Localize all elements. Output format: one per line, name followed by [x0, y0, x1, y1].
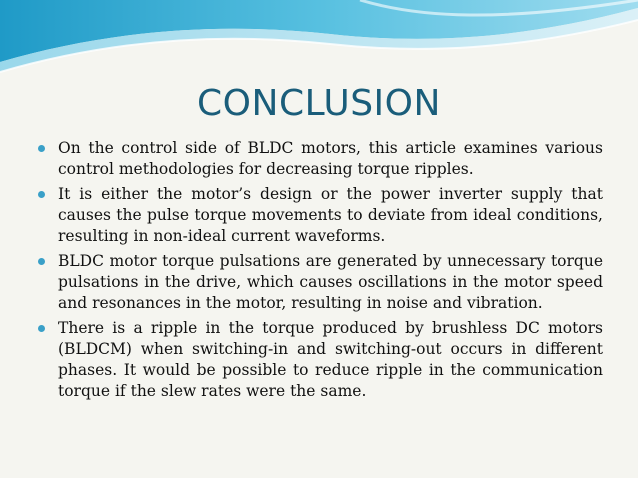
bullet-text: BLDC motor torque pulsations are generated by unnecessary torque pulsations in the drive, which causes oscillations in the motor speed and resonances in the motor, resulting in noise and vibration.	[58, 252, 603, 312]
slide-title: CONCLUSION	[197, 83, 441, 124]
bullet-text: On the control side of BLDC motors, this article examines various control methodologies for decreasing torque ripples.	[58, 139, 603, 178]
header-wave-decoration	[0, 0, 638, 80]
bullet-dot-icon	[38, 325, 45, 332]
bullet-text: There is a ripple in the torque produced by brushless DC motors (BLDCM) when switching-in and switching-out occurs in different phases. It would be possible to reduce ripple in the communication torque if the slew rates were the same.	[58, 319, 603, 400]
bullet-dot-icon	[38, 258, 45, 265]
bullet-dot-icon	[38, 145, 45, 152]
bullet-list	[38, 138, 603, 406]
bullet-dot-icon	[38, 191, 45, 198]
bullet-item	[38, 318, 603, 402]
bullet-text: It is either the motor’s design or the power inverter supply that causes the pulse torque movements to deviate from ideal conditions, resulting in non-ideal current waveforms.	[58, 185, 603, 245]
bullet-item	[38, 138, 603, 180]
bullet-item	[38, 251, 603, 314]
bullet-item	[38, 184, 603, 247]
